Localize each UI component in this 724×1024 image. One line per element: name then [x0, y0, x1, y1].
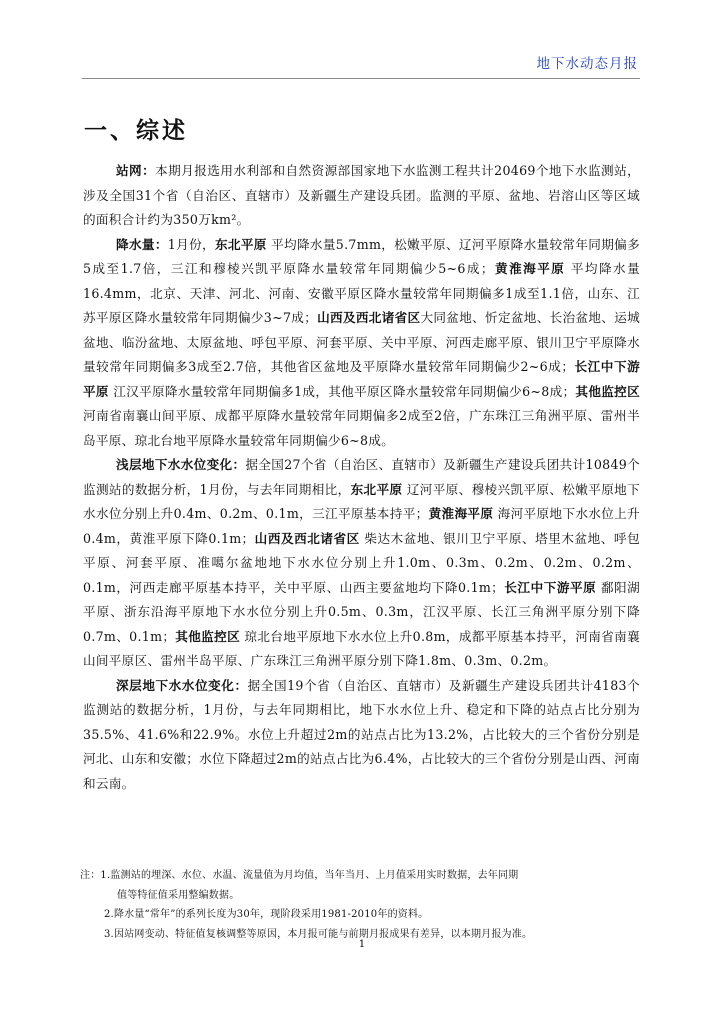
page-header	[82, 50, 640, 79]
paragraph-text: 平均降水量16.4mm，北京、天津、河北、河南、安徽平原区降水量较常年同期偏多1成至1.1倍，山东、江苏平原区降水量较常年同期偏少3~7成；	[83, 261, 641, 325]
footnotes	[80, 866, 645, 944]
region-name: 长江中下游平原	[504, 579, 597, 595]
paragraph-text: 海河平原地下水水位上升0.4m，黄淮平原下降0.1m；	[83, 506, 640, 546]
section-title: 一、综述	[84, 118, 188, 144]
paragraph-text: 柴达木盆地、银川卫宁平原、塔里木盆地、呼包平原、河套平原、准噶尔盆地地下水水位分别上升1.0m、0.3m、0.2m、0.2m、0.2m、0.1m，河西走廊平原基本持平，关中平原、山西主要盆地均下降0.1m；	[83, 530, 640, 595]
paragraph-deep-groundwater	[83, 674, 640, 797]
paragraph-text: 据全国27个省（自治区、直辖市）及新疆生产建设兵团共计10849个监测站的数据分析，1月份，与去年同期相比，	[83, 457, 641, 497]
note-3: 3.因站网变动、特征值复核调整等原因，本月报可能与前期月报成果有差异，以本期月报为准。	[104, 928, 533, 940]
paragraph-text: 辽河平原、穆棱兴凯平原、松嫩平原地下水水位分别上升0.4m、0.2m、0.1m，三江平原基本持平；	[83, 481, 641, 521]
note-1: 注：1.监测站的埋深、水位、水温、流量值为月均值，当年当月、上月值采用实时数据，去年同期	[80, 870, 519, 881]
paragraph-text: 据全国19个省（自治区、直辖市）及新疆生产建设兵团共计4183个监测站的数据分析，1月份，与去年同期相比，地下水水位上升、稳定和下降的站点占比分别为35.5%、41.6%和22.9%。水位上升超过2m的站点占比为13.2%，占比较大的三个省份分别是河北、山东和安徽；水位下降超过2m的站点占比为6.4%，占比较大的三个省份分别是山西、河南和云南。	[83, 677, 640, 791]
paragraph-text: 1月份，	[167, 236, 215, 252]
region-name: 山西及西北诸省区	[317, 310, 421, 325]
note-1-continued: 值等特征值采用整编数据。	[117, 889, 240, 901]
paragraph-label: 浅层地下水水位变化：	[116, 457, 246, 472]
paragraph-label: 深层地下水水位变化：	[116, 677, 248, 693]
paragraph-text: 河南省南襄山间平原、成都平原降水量较常年同期偏多2成至2倍，广东珠江三角洲平原、雷州半岛平原、琼北台地平原降水量较常年同期偏少6~8成。	[83, 408, 640, 448]
note-2: 2.降水量“常年”的系列长度为30年，现阶段采用1981-2010年的资料。	[104, 909, 429, 920]
region-name: 东北平原	[350, 481, 403, 497]
paragraph-text: 鄱阳湖平原、浙东沿海平原地下水水位分别上升0.5m、0.3m，江汉平原、长江三角洲平原分别下降0.7m、0.1m；	[83, 579, 640, 644]
paragraph-text: 本期月报选用水利部和自然资源部国家地下水监测工程共计20469个地下水监测站，涉及全国31个省（自治区、直辖市）及新疆生产建设兵团。监测的平原、盆地、岩溶山区等区域的面积合计约为350万km²。	[83, 163, 640, 227]
paragraph-station-network	[83, 159, 640, 233]
region-name: 山西及西北诸省区	[254, 530, 360, 546]
paragraph-text: 大同盆地、忻定盆地、长治盆地、运城盆地、临汾盆地、太原盆地、呼包平原、河套平原、关中平原、河西走廊平原、银川卫宁平原降水量较常年同期偏多3成至2.7倍，其他省区盆地及平原降水量较常年同期偏少2~6成；	[83, 310, 640, 374]
header-title: 地下水动态月报	[536, 56, 638, 72]
paragraph-label: 降水量：	[116, 236, 168, 252]
paragraph-text: 江汉平原降水量较常年同期偏多1成，其他平原区降水量较常年同期偏少6~8成；	[113, 383, 576, 399]
region-name: 其他监控区	[175, 628, 241, 644]
paragraph-text: 琼北台地平原地下水水位上升0.8m，成都平原基本持平，河南省南襄山间平原区、雷州半岛平原、广东珠江三角洲平原分别下降1.8m、0.3m、0.2m。	[83, 628, 640, 668]
region-name: 黄淮海平原	[428, 506, 494, 521]
paragraph-label: 站网：	[116, 163, 156, 178]
page-number: 1	[358, 938, 366, 950]
paragraph-precipitation	[83, 233, 640, 454]
document-body	[83, 159, 640, 796]
region-name: 其他监控区	[575, 383, 640, 399]
region-name: 长江中下游平原	[83, 359, 641, 399]
paragraph-text: 平均降水量5.7mm，松嫩平原、辽河平原降水量较常年同期偏多5成至1.7倍，三江和穆棱兴凯平原降水量较常年同期偏少5~6成；	[83, 236, 640, 276]
region-name: 东北平原	[214, 236, 267, 252]
paragraph-shallow-groundwater	[83, 453, 640, 674]
region-name: 黄淮海平原	[493, 261, 566, 276]
